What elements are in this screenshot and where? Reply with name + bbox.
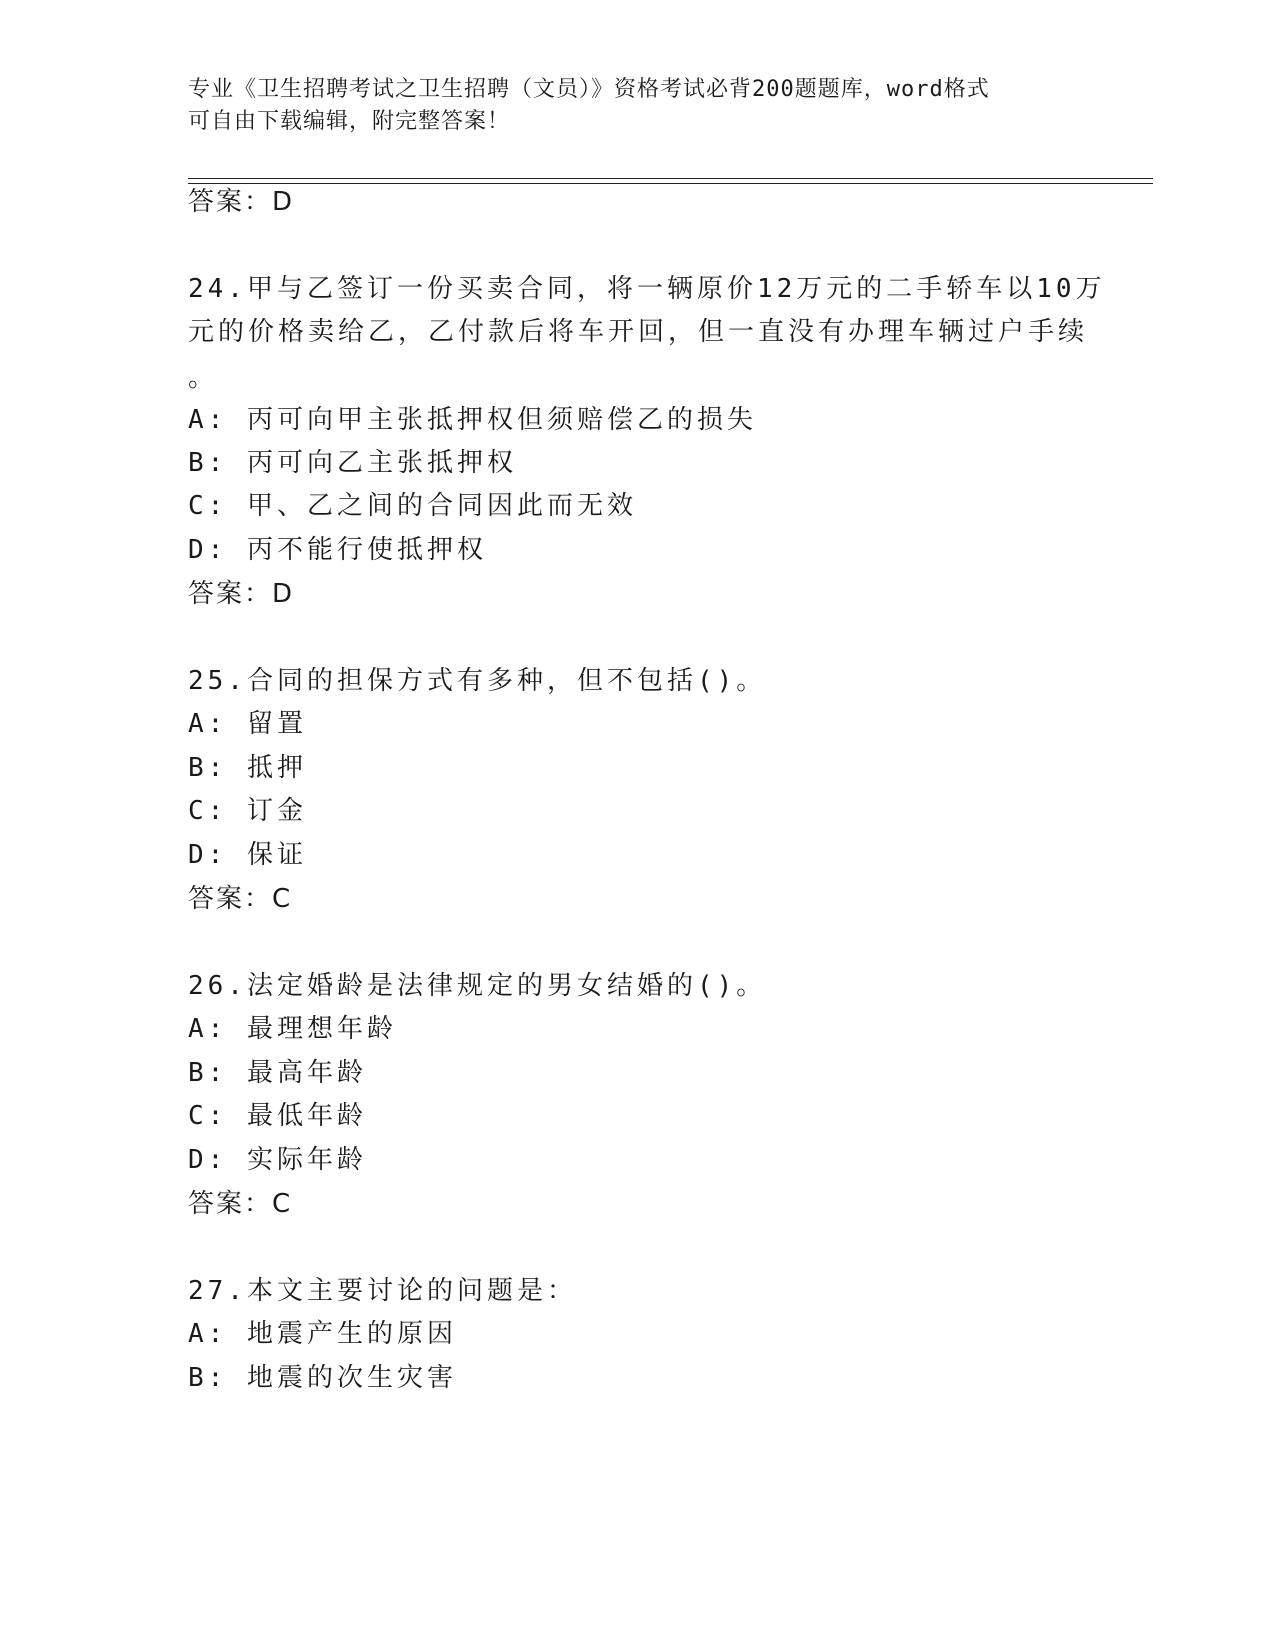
question-26-option-b: B: 最高年龄 — [188, 1058, 367, 1088]
question-26-answer: 答案：C — [188, 1189, 293, 1219]
question-24-option-b: B: 丙可向乙主张抵押权 — [188, 448, 517, 478]
question-25-option-a: A: 留置 — [188, 709, 307, 739]
document-header — [188, 74, 1068, 138]
question-24-stem-line-3: 。 — [188, 363, 219, 393]
question-25-option-b: B: 抵押 — [188, 753, 307, 783]
question-26-option-a: A: 最理想年龄 — [188, 1014, 397, 1044]
question-27-stem: 27.本文主要讨论的问题是： — [188, 1276, 577, 1306]
header-line-2: 可自由下载编辑，附完整答案！ — [188, 109, 511, 134]
question-25-option-d: D: 保证 — [188, 840, 307, 870]
question-27-option-b: B: 地震的次生灾害 — [188, 1363, 457, 1393]
header-divider-bottom — [188, 183, 1153, 184]
question-26-option-d: D: 实际年龄 — [188, 1145, 367, 1175]
previous-answer: 答案：D — [188, 187, 295, 217]
question-27-option-a: A: 地震产生的原因 — [188, 1319, 457, 1349]
question-24-option-d: D: 丙不能行使抵押权 — [188, 535, 487, 565]
question-25-option-c: C: 订金 — [188, 796, 307, 826]
question-24-answer: 答案：D — [188, 579, 295, 609]
question-25-stem: 25.合同的担保方式有多种，但不包括()。 — [188, 666, 767, 696]
question-25-answer: 答案：C — [188, 884, 293, 914]
header-line-1: 专业《卫生招聘考试之卫生招聘（文员）》资格考试必背200题题库，word格式 — [188, 77, 990, 102]
question-24-option-c: C: 甲、乙之间的合同因此而无效 — [188, 491, 637, 521]
question-24-option-a: A: 丙可向甲主张抵押权但须赔偿乙的损失 — [188, 405, 757, 435]
question-24-stem-line-2: 元的价格卖给乙，乙付款后将车开回，但一直没有办理车辆过户手续 — [188, 317, 1089, 347]
question-24-stem-line-1: 24.甲与乙签订一份买卖合同，将一辆原价12万元的二手轿车以10万 — [188, 274, 1106, 304]
header-divider-top — [188, 178, 1153, 179]
question-26-option-c: C: 最低年龄 — [188, 1101, 367, 1131]
question-26-stem: 26.法定婚龄是法律规定的男女结婚的()。 — [188, 971, 767, 1001]
